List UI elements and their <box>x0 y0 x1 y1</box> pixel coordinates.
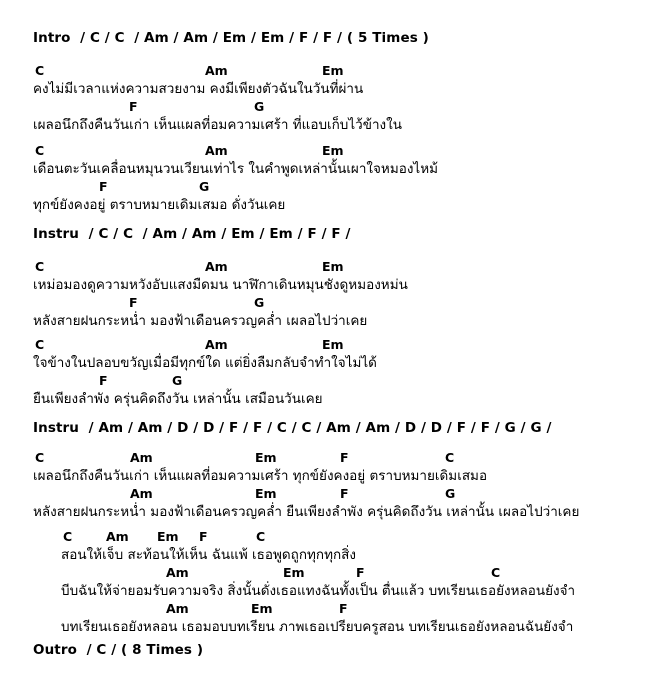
chord-row <box>33 63 402 79</box>
lyric-row: ยืนเพียงลำพัง ครุ่นคิดถึงวัน เหล่านั้น เสมือนวันเคย <box>33 391 323 407</box>
chord-c: C <box>35 337 45 352</box>
chord-g: G <box>254 295 265 310</box>
chord-f: F <box>356 565 365 580</box>
progression-line <box>33 30 429 46</box>
chord-g: G <box>199 179 210 194</box>
chord-em: Em <box>322 259 344 274</box>
chord-g: G <box>172 373 183 388</box>
label-gap <box>79 226 89 242</box>
chord-f: F <box>129 99 138 114</box>
section-instru1 <box>33 226 351 242</box>
chord-c: C <box>35 143 45 158</box>
chord-em: Em <box>322 143 344 158</box>
chord-c: C <box>256 529 266 544</box>
verse-verse5 <box>33 450 579 522</box>
verse-verse4 <box>33 337 377 409</box>
chord-c: C <box>35 450 45 465</box>
section-instru2 <box>33 420 551 436</box>
chord-g: G <box>445 486 456 501</box>
verse-verse2 <box>33 143 438 215</box>
chord-f: F <box>339 601 348 616</box>
lyric-row: หลังสายฝนกระหน่ำ มองฟ้าเดือนครวญคล่ำ ยืนเพียงลำพัง ครุ่นคิดถึงวัน เหล่านั้น เผลอไปว่าเคย <box>33 504 580 520</box>
label-gap <box>79 420 89 436</box>
chord-progression: / C / ( 8 Times ) <box>86 642 204 658</box>
chord-f: F <box>129 295 138 310</box>
chord-row <box>33 450 579 466</box>
chord-c: C <box>35 63 45 78</box>
lyric-row: บีบฉันให้จ่ายอมรับความจริง สิ่งนั้นดั่งเธอแทงฉันทั้งเป็น ตื่นแล้ว บทเรียนเธอยังหลอนยังจำ <box>61 583 576 599</box>
lyric-row: ทุกข์ยังคงอยู่ ตราบหมายเดิมเสมอ ดั่งวันเคย <box>33 197 286 213</box>
chord-row <box>33 143 438 159</box>
chord-g: G <box>254 99 265 114</box>
chord-f: F <box>99 179 108 194</box>
lyric-row: หลังสายฝนกระหน่ำ มองฟ้าเดือนครวญคล่ำ เผลอไปว่าเคย <box>33 313 368 329</box>
chord-am: Am <box>130 486 153 501</box>
chord-c: C <box>445 450 455 465</box>
progression-line <box>33 642 203 658</box>
lyric-row: เผลอนึกถึงคืนวันเก่า เห็นแผลที่อมความเศร้า ที่แอบเก็บไว้ข้างใน <box>33 117 402 133</box>
chord-em: Em <box>157 529 179 544</box>
chord-progression: / Am / Am / D / D / F / F / C / C / Am / Am / D / D / F / F / G / G / <box>88 420 552 436</box>
chord-progression: / C / C / Am / Am / Em / Em / F / F / <box>88 226 351 242</box>
chord-em: Em <box>322 63 344 78</box>
chord-c: C <box>35 259 45 274</box>
chord-em: Em <box>283 565 305 580</box>
chord-am: Am <box>205 337 228 352</box>
lyric-row: ใจข้างในปลอบขวัญเมื่อมีทุกข์ใด แต่ยิ่งลืมกลับจำทำใจไม่ได้ <box>33 355 377 371</box>
section-label: Instru <box>33 420 79 436</box>
chord-row <box>33 295 408 311</box>
chord-em: Em <box>322 337 344 352</box>
chord-f: F <box>99 373 108 388</box>
chord-row <box>61 529 575 545</box>
chord-row <box>61 565 575 581</box>
section-label: Intro <box>33 30 71 46</box>
verse-verse1 <box>33 63 402 135</box>
chord-am: Am <box>166 565 189 580</box>
chord-row <box>33 259 408 275</box>
lyric-row: เดือนตะวันเคลื่อนหมุนวนเวียนเท่าไร ในคำพูดเหล่านั้นเผาใจหมองไหม้ <box>33 161 439 177</box>
chord-am: Am <box>205 63 228 78</box>
section-label: Instru <box>33 226 79 242</box>
chord-am: Am <box>130 450 153 465</box>
chord-row <box>33 179 438 195</box>
chord-em: Em <box>255 450 277 465</box>
lyric-row: บทเรียนเธอยังหลอน เธอมอบบทเรียน ภาพเธอเปรียบครูสอน บทเรียนเธอยังหลอนฉันยังจำ <box>61 619 574 635</box>
section-label: Outro <box>33 642 77 658</box>
chord-row <box>33 337 377 353</box>
section-intro <box>33 30 429 46</box>
chord-row <box>61 601 575 617</box>
progression-line <box>33 226 351 242</box>
chord-em: Em <box>251 601 273 616</box>
chord-f: F <box>340 486 349 501</box>
section-outro <box>33 642 203 658</box>
label-gap <box>71 30 81 46</box>
chord-progression: / C / C / Am / Am / Em / Em / F / F / ( 5 Times ) <box>80 30 429 46</box>
chord-am: Am <box>106 529 129 544</box>
verse-verse6 <box>61 529 575 637</box>
chord-row <box>33 373 377 389</box>
chord-c: C <box>63 529 73 544</box>
chord-am: Am <box>205 143 228 158</box>
chord-f: F <box>199 529 208 544</box>
lyric-row: เผลอนึกถึงคืนวันเก่า เห็นแผลที่อมความเศร้า ทุกข์ยังคงอยู่ ตราบหมายเดิมเสมอ <box>33 468 488 484</box>
progression-line <box>33 420 551 436</box>
label-gap <box>77 642 87 658</box>
lyric-row: เหม่อมองดูความหวังอับแสงมืดมน นาฬิกาเดินหมุนชังดูหมองหม่น <box>33 277 408 293</box>
chord-am: Am <box>166 601 189 616</box>
chord-em: Em <box>255 486 277 501</box>
chord-row <box>33 99 402 115</box>
lyric-row: สอนให้เจ็บ สะท้อนให้เห็น ฉันแพ้ เธอพูดถูกทุกทุกสิ่ง <box>61 547 356 563</box>
chord-am: Am <box>205 259 228 274</box>
verse-verse3 <box>33 259 408 331</box>
chord-f: F <box>340 450 349 465</box>
chord-row <box>33 486 579 502</box>
chord-c: C <box>491 565 501 580</box>
lyric-row: คงไม่มีเวลาแห่งความสวยงาม คงมีเพียงตัวฉันในวันที่ผ่าน <box>33 81 364 97</box>
